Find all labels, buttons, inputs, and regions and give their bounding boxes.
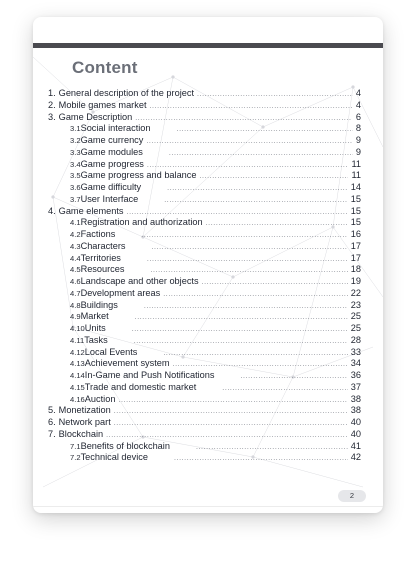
toc-entry[interactable] xyxy=(48,300,361,312)
toc-entry-number: 3.2 xyxy=(70,136,81,145)
toc-entry[interactable] xyxy=(48,452,361,464)
toc-dot-leader xyxy=(118,395,347,407)
toc-dot-leader xyxy=(200,171,349,183)
toc-entry-title: Buildings xyxy=(80,299,118,310)
toc-entry-number: 7. xyxy=(48,428,56,439)
toc-entry[interactable] xyxy=(48,394,361,406)
toc-entry-number: 4.8 xyxy=(70,300,81,310)
toc-entry-page: 38 xyxy=(350,393,361,404)
toc-dot-leader xyxy=(144,301,348,313)
toc-entry[interactable] xyxy=(48,382,361,394)
toc-entry-page: 28 xyxy=(350,334,361,345)
toc-entry-number: 4.11 xyxy=(70,335,85,345)
toc-dot-leader xyxy=(222,383,347,395)
toc-entry-number: 7.1 xyxy=(70,441,81,451)
toc-entry-number: 4.10 xyxy=(70,324,85,333)
toc-entry-page: 15 xyxy=(350,193,361,204)
toc-entry[interactable] xyxy=(48,288,361,300)
page-title: Content xyxy=(72,58,138,77)
toc-entry[interactable] xyxy=(48,276,361,288)
toc-dot-leader xyxy=(132,324,348,336)
toc-entry[interactable] xyxy=(48,206,361,218)
toc-entry-title: Factions xyxy=(80,229,116,239)
toc-entry-title: User Interface xyxy=(80,193,139,204)
toc-entry-page: 33 xyxy=(350,346,361,357)
toc-entry-page: 40 xyxy=(350,417,361,427)
toc-entry[interactable] xyxy=(48,88,361,100)
toc-entry-title: Trade and domestic market xyxy=(84,381,197,392)
toc-entry[interactable] xyxy=(48,229,361,241)
footer-divider xyxy=(33,506,383,507)
toc-entry-title: Landscape and other objects xyxy=(80,276,199,286)
toc-entry-title: Territories xyxy=(80,252,121,263)
toc-dot-leader xyxy=(177,124,353,136)
toc-entry-page: 25 xyxy=(350,323,361,333)
toc-entry-number: 4.2 xyxy=(70,230,81,239)
toc-entry-page: 17 xyxy=(350,252,361,263)
toc-entry[interactable] xyxy=(48,429,361,441)
toc-entry[interactable] xyxy=(48,441,361,453)
toc-entry-number: 3.6 xyxy=(70,183,81,192)
page-number-badge: 2 xyxy=(338,490,366,502)
toc-entry[interactable] xyxy=(48,358,361,370)
toc-entry-title: Monetization xyxy=(58,405,111,416)
toc-entry-title: Auction xyxy=(84,393,116,404)
toc-entry-title: Characters xyxy=(80,240,126,251)
toc-entry-number: 2. xyxy=(48,99,56,110)
toc-entry-title: Units xyxy=(84,323,106,333)
header-bar xyxy=(33,43,383,48)
toc-entry-page: 16 xyxy=(350,229,361,239)
toc-entry-page: 34 xyxy=(350,358,361,369)
toc-dot-leader xyxy=(134,336,348,348)
toc-entry-title: Game progress xyxy=(80,158,144,169)
toc-entry-number: 3.1 xyxy=(70,124,81,134)
toc-entry-title: Achievement system xyxy=(84,358,170,369)
toc-dot-leader xyxy=(147,254,348,266)
toc-entry-number: 4.14 xyxy=(70,371,85,380)
toc-entry-page: 40 xyxy=(350,428,361,439)
toc-entry-page: 4 xyxy=(355,88,361,98)
table-of-contents xyxy=(48,88,361,464)
toc-dot-leader xyxy=(152,242,348,254)
toc-dot-leader xyxy=(169,148,353,160)
toc-entry-number: 4.4 xyxy=(70,253,81,263)
toc-dot-leader xyxy=(197,89,353,101)
toc-entry-page: 19 xyxy=(350,276,361,286)
toc-entry[interactable] xyxy=(48,194,361,206)
toc-entry-number: 4.15 xyxy=(70,382,85,392)
toc-entry[interactable] xyxy=(48,170,361,182)
toc-entry-title: Game modules xyxy=(80,146,143,157)
toc-entry-number: 3.7 xyxy=(70,194,81,204)
toc-entry-page: 15 xyxy=(350,217,361,228)
toc-entry-number: 1. xyxy=(48,88,56,98)
toc-entry-number: 4.6 xyxy=(70,277,81,286)
toc-dot-leader xyxy=(114,418,348,430)
toc-entry-title: Social interaction xyxy=(80,123,151,134)
toc-entry[interactable] xyxy=(48,347,361,359)
toc-entry-number: 6. xyxy=(48,417,56,427)
toc-entry-page: 11 xyxy=(351,158,361,169)
toc-dot-leader xyxy=(206,218,348,230)
toc-entry-title: General description of the project xyxy=(58,88,195,98)
toc-dot-leader xyxy=(146,136,352,148)
toc-entry[interactable] xyxy=(48,323,361,335)
toc-dot-leader xyxy=(196,442,348,454)
toc-entry-page: 22 xyxy=(350,287,361,298)
toc-entry[interactable] xyxy=(48,253,361,265)
toc-entry[interactable] xyxy=(48,159,361,171)
toc-entry[interactable] xyxy=(48,112,361,124)
toc-dot-leader xyxy=(150,101,353,113)
toc-entry-page: 37 xyxy=(350,381,361,392)
toc-dot-leader xyxy=(114,406,348,418)
toc-entry-page: 14 xyxy=(350,182,361,192)
toc-entry[interactable] xyxy=(48,100,361,112)
toc-entry[interactable] xyxy=(48,182,361,194)
toc-entry[interactable] xyxy=(48,241,361,253)
toc-entry-title: Benefits of blockchain xyxy=(80,440,170,451)
toc-entry-number: 3.5 xyxy=(70,171,81,181)
toc-entry-number: 4.5 xyxy=(70,265,81,275)
toc-entry-number: 7.2 xyxy=(70,453,81,463)
toc-entry[interactable] xyxy=(48,147,361,159)
toc-dot-leader xyxy=(135,312,348,324)
toc-entry-number: 4.3 xyxy=(70,241,81,251)
toc-entry-title: Network part xyxy=(58,417,111,427)
toc-entry-number: 3. xyxy=(48,111,56,122)
toc-entry-page: 25 xyxy=(350,311,361,322)
toc-entry-title: Tasks xyxy=(84,334,108,345)
toc-entry[interactable] xyxy=(48,417,361,429)
toc-dot-leader xyxy=(202,277,348,289)
toc-dot-leader xyxy=(164,195,348,207)
toc-entry-title: Game currency xyxy=(80,135,144,145)
toc-entry-page: 38 xyxy=(350,405,361,416)
toc-dot-leader xyxy=(241,371,348,383)
toc-entry-page: 41 xyxy=(350,440,361,451)
toc-entry-page: 23 xyxy=(350,299,361,310)
toc-entry-number: 3.4 xyxy=(70,159,81,169)
toc-entry-page: 15 xyxy=(350,205,361,216)
toc-entry-title: In-Game and Push Notifications xyxy=(84,370,215,380)
toc-entry-page: 8 xyxy=(355,123,361,134)
toc-entry[interactable] xyxy=(48,405,361,417)
toc-entry-page: 17 xyxy=(350,240,361,251)
toc-entry-page: 42 xyxy=(350,452,361,463)
toc-entry-title: Market xyxy=(80,311,109,322)
toc-entry-number: 4.9 xyxy=(70,312,81,322)
toc-entry-number: 4. xyxy=(48,205,56,216)
toc-entry-page: 36 xyxy=(350,370,361,380)
toc-entry-number: 4.13 xyxy=(70,359,85,369)
toc-entry[interactable] xyxy=(48,311,361,323)
toc-entry-page: 4 xyxy=(355,99,361,110)
toc-dot-leader xyxy=(163,289,348,301)
toc-dot-leader xyxy=(141,230,347,242)
toc-entry-page: 6 xyxy=(355,111,361,122)
toc-entry[interactable] xyxy=(48,370,361,382)
toc-entry-title: Blockchain xyxy=(58,428,104,439)
toc-entry-page: 11 xyxy=(351,170,361,181)
toc-dot-leader xyxy=(135,113,352,125)
toc-entry-title: Game progress and balance xyxy=(80,170,197,181)
toc-entry-number: 3.3 xyxy=(70,147,81,157)
toc-entry-title: Mobile games market xyxy=(58,99,147,110)
toc-entry-page: 9 xyxy=(355,135,361,145)
toc-entry-number: 4.1 xyxy=(70,218,81,228)
toc-entry-page: 9 xyxy=(355,146,361,157)
toc-entry[interactable] xyxy=(48,264,361,276)
toc-entry-title: Game Description xyxy=(58,111,133,122)
toc-dot-leader xyxy=(163,348,347,360)
toc-entry[interactable] xyxy=(48,123,361,135)
toc-entry[interactable] xyxy=(48,217,361,229)
toc-entry-number: 4.12 xyxy=(70,347,85,357)
toc-entry-title: Game difficulty xyxy=(80,182,142,192)
toc-entry-number: 5. xyxy=(48,405,56,416)
toc-entry-title: Resources xyxy=(80,264,125,275)
toc-entry[interactable] xyxy=(48,335,361,347)
document-page xyxy=(33,17,383,513)
toc-entry-title: Development areas xyxy=(80,287,161,298)
toc-entry[interactable] xyxy=(48,135,361,147)
toc-dot-leader xyxy=(167,183,348,195)
toc-entry-number: 4.7 xyxy=(70,288,81,298)
toc-entry-number: 4.16 xyxy=(70,394,85,404)
toc-entry-title: Technical device xyxy=(80,452,148,463)
toc-entry-page: 18 xyxy=(350,264,361,275)
toc-entry-title: Registration and authorization xyxy=(80,217,203,228)
toc-dot-leader xyxy=(174,453,348,465)
toc-entry-title: Local Events xyxy=(84,346,138,357)
toc-entry-title: Game elements xyxy=(58,205,124,216)
